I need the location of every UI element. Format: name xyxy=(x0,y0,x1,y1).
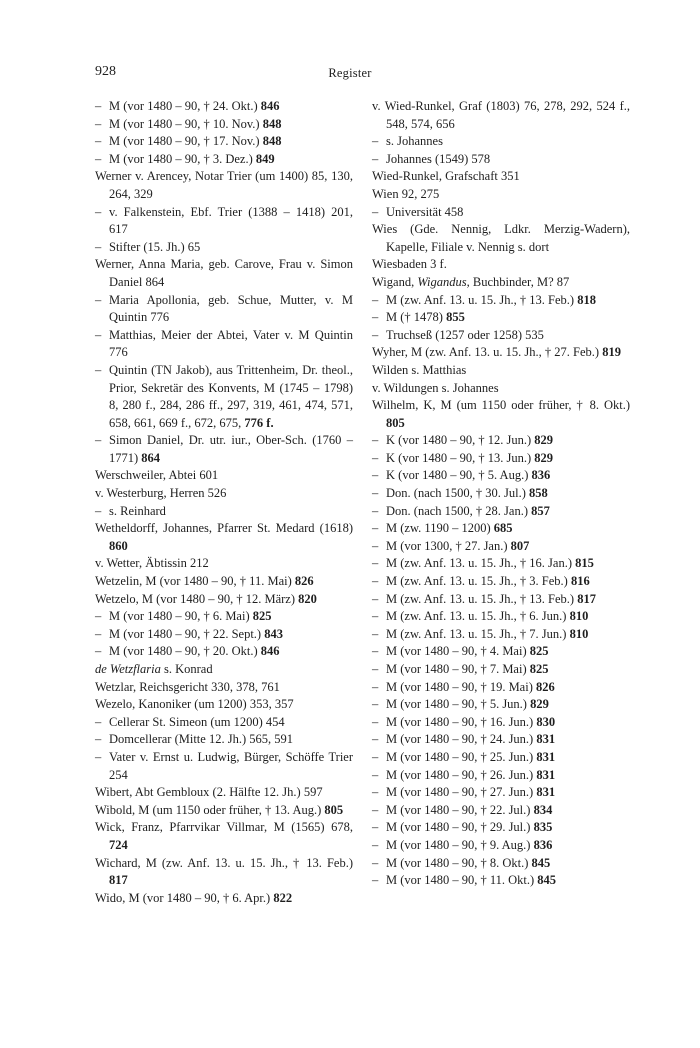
index-subentry xyxy=(95,731,353,749)
entry-text: Wigand, xyxy=(372,274,415,289)
entry-text: M (zw. Anf. 13. u. 15. Jh., † 16. Jan.) xyxy=(386,556,572,571)
entry-text: Werner v. Arencey, Notar Trier (um 1400) 85, 130, 264, 329 xyxy=(95,169,353,201)
index-subentry xyxy=(372,503,630,521)
entry-text: v. Falkenstein, Ebf. Trier (1388 – 1418) 201, 617 xyxy=(109,204,353,237)
entry-text: M (vor 1480 – 90, † 22. Sept.) xyxy=(109,626,262,641)
index-subentry xyxy=(95,327,353,362)
entry-text: M (vor 1480 – 90, † 6. Mai) xyxy=(109,609,250,624)
entry-text: M (vor 1480 – 90, † 7. Mai) xyxy=(386,662,527,676)
page-reference: 831 xyxy=(536,749,556,764)
index-subentry xyxy=(95,608,353,626)
entry-text: v. Westerburg, Herren 526 xyxy=(95,486,227,501)
index-subentry xyxy=(372,467,630,485)
index-subentry xyxy=(95,749,353,784)
entry-text: Wick, Franz, Pfarrvikar Villmar, M (1565) 678, xyxy=(95,820,353,835)
index-subentry xyxy=(95,362,353,432)
page-reference: 860 xyxy=(109,538,128,553)
entry-text: Cellerar St. Simeon (um 1200) 454 xyxy=(109,714,285,729)
entry-text: M (vor 1480 – 90, † 5. Jun.) xyxy=(386,697,527,712)
page-reference: 825 xyxy=(252,609,272,624)
index-subentry xyxy=(95,116,353,134)
page-reference: 857 xyxy=(531,503,550,518)
index-entry xyxy=(372,221,630,256)
entry-text: M (vor 1480 – 90, † 26. Jun.) xyxy=(386,767,534,782)
page-reference: 776 f. xyxy=(244,415,274,430)
entry-text: Johannes (1549) 578 xyxy=(386,151,491,166)
entry-text: M (vor 1480 – 90, † 19. Mai) xyxy=(386,679,533,694)
index-subentry xyxy=(372,626,630,644)
index-subentry xyxy=(372,661,630,679)
index-subentry xyxy=(95,292,353,327)
index-subentry xyxy=(372,591,630,609)
index-subentry xyxy=(372,133,630,151)
entry-text: Matthias, Meier der Abtei, Vater v. M Quintin 776 xyxy=(109,327,353,360)
entry-text: Werschweiler, Abtei 601 xyxy=(95,468,219,483)
page-reference: 849 xyxy=(255,151,275,166)
index-column-left xyxy=(95,98,353,907)
page-reference: 816 xyxy=(570,574,590,589)
page-reference: 819 xyxy=(602,345,621,360)
entry-text: Wies (Gde. Nennig, Ldkr. Merzig-Wadern), Kapelle, Filiale v. Nennig s. dort xyxy=(372,222,630,254)
page-reference: 836 xyxy=(531,468,551,483)
entry-text: s. Reinhard xyxy=(109,503,166,518)
page-reference: 829 xyxy=(530,697,549,712)
index-subentry xyxy=(372,767,630,785)
entry-text: v. Wetter, Äbtissin 212 xyxy=(95,556,209,571)
page-reference: 822 xyxy=(273,890,293,905)
entry-text: s. Konrad xyxy=(163,662,213,676)
page-reference: 826 xyxy=(294,574,314,589)
page-reference: 846 xyxy=(260,99,280,113)
entry-text: Wilden s. Matthias xyxy=(372,362,467,377)
page-reference: 848 xyxy=(262,134,282,149)
italic-term: Wigandus, xyxy=(417,274,470,289)
entry-text: M (vor 1480 – 90, † 9. Aug.) xyxy=(386,837,531,852)
index-entry xyxy=(95,555,353,573)
page-reference: 835 xyxy=(533,820,553,835)
entry-text: Buchbinder, M? 87 xyxy=(472,274,570,289)
entry-text: Wien 92, 275 xyxy=(372,186,440,201)
page-reference: 864 xyxy=(141,450,161,465)
index-subentry xyxy=(372,520,630,538)
entry-text: Wezelo, Kanoniker (um 1200) 353, 357 xyxy=(95,697,294,712)
entry-text: M (zw. Anf. 13. u. 15. Jh., † 3. Feb.) xyxy=(386,574,568,589)
page-reference: 825 xyxy=(529,662,549,676)
index-subentry xyxy=(372,872,630,890)
entry-text: Wiesbaden 3 f. xyxy=(372,257,447,272)
index-subentry xyxy=(372,608,630,626)
entry-text: M (zw. Anf. 13. u. 15. Jh., † 6. Jun.) xyxy=(386,609,567,624)
entry-text: M (vor 1480 – 90, † 24. Jun.) xyxy=(386,732,534,747)
entry-text: M (vor 1480 – 90, † 11. Okt.) xyxy=(386,873,535,888)
entry-text: K (vor 1480 – 90, † 5. Aug.) xyxy=(386,468,529,483)
entry-text: M (vor 1480 – 90, † 8. Okt.) xyxy=(386,855,529,870)
index-entry xyxy=(95,256,353,291)
entry-text: Wibold, M (um 1150 oder früher, † 13. Aug.) xyxy=(95,802,322,817)
page-reference: 817 xyxy=(577,591,596,606)
entry-text: Wichard, M (zw. Anf. 13. u. 15. Jh., † 13. Feb.) xyxy=(95,855,353,870)
page-reference: 810 xyxy=(569,626,589,641)
page-reference: 826 xyxy=(536,679,555,694)
page-reference: 845 xyxy=(537,873,557,888)
entry-text: M (zw. Anf. 13. u. 15. Jh., † 7. Jun.) xyxy=(386,626,567,641)
index-subentry xyxy=(372,784,630,802)
index-subentry xyxy=(372,679,630,697)
entry-text: Wetheldorff, Johannes, Pfarrer St. Medard (1618) xyxy=(95,521,353,536)
entry-text: Wetzelin, M (vor 1480 – 90, † 11. Mai) xyxy=(95,574,292,589)
entry-text: Wied-Runkel, Grafschaft 351 xyxy=(372,169,520,184)
entry-text: M (vor 1480 – 90, † 17. Nov.) xyxy=(109,134,260,149)
index-subentry xyxy=(95,503,353,521)
index-entry xyxy=(95,890,353,908)
index-subentry xyxy=(372,292,630,310)
index-subentry xyxy=(372,819,630,837)
entry-text: Don. (nach 1500, † 28. Jan.) xyxy=(386,503,528,518)
index-entry xyxy=(95,485,353,503)
index-subentry xyxy=(95,133,353,151)
entry-text: M (vor 1480 – 90, † 10. Nov.) xyxy=(109,116,260,131)
entry-text: M (vor 1480 – 90, † 3. Dez.) xyxy=(109,151,253,166)
entry-text: M († 1478) xyxy=(386,310,443,325)
entry-text: Stifter (15. Jh.) 65 xyxy=(109,239,201,254)
index-entry xyxy=(372,168,630,186)
index-subentry xyxy=(372,327,630,345)
index-entry xyxy=(372,98,630,133)
entry-text: Universität 458 xyxy=(386,204,464,219)
index-entry xyxy=(95,855,353,890)
index-subentry xyxy=(372,837,630,855)
index-subentry xyxy=(95,432,353,467)
index-entry xyxy=(95,696,353,714)
page-reference: 805 xyxy=(324,802,344,817)
index-entry xyxy=(95,802,353,820)
entry-text: K (vor 1480 – 90, † 13. Jun.) xyxy=(386,450,532,465)
entry-text: Wetzlar, Reichsgericht 330, 378, 761 xyxy=(95,679,280,694)
index-entry xyxy=(95,819,353,854)
entry-text: Domcellerar (Mitte 12. Jh.) 565, 591 xyxy=(109,732,293,747)
index-subentry xyxy=(372,696,630,714)
page-reference: 805 xyxy=(386,415,405,430)
entry-text: M (zw. Anf. 13. u. 15. Jh., † 13. Feb.) xyxy=(386,292,575,307)
entry-text: Wibert, Abt Gembloux (2. Hälfte 12. Jh.) 597 xyxy=(95,785,323,800)
index-entry xyxy=(95,591,353,609)
entry-text: M (vor 1480 – 90, † 27. Jun.) xyxy=(386,785,534,800)
index-subentry xyxy=(95,239,353,257)
index-subentry xyxy=(372,204,630,222)
page-reference: 831 xyxy=(536,767,556,782)
index-subentry xyxy=(95,714,353,732)
index-entry xyxy=(95,467,353,485)
entry-text: M (vor 1480 – 90, † 22. Jul.) xyxy=(386,802,531,817)
entry-text: M (vor 1480 – 90, † 24. Okt.) xyxy=(109,99,258,113)
entry-text: Wilhelm, K, M (um 1150 oder früher, † 8. Okt.) xyxy=(372,398,630,413)
index-subentry xyxy=(372,555,630,573)
index-subentry xyxy=(372,151,630,169)
index-subentry xyxy=(95,626,353,644)
entry-text: Werner, Anna Maria, geb. Carove, Frau v. Simon Daniel 864 xyxy=(95,257,353,289)
entry-text: Wetzelo, M (vor 1480 – 90, † 12. März) xyxy=(95,591,295,606)
entry-text: v. Wied-Runkel, Graf (1803) 76, 278, 292, 524 f., 548, 574, 656 xyxy=(372,99,630,131)
index-entry xyxy=(95,661,353,679)
page-reference: 855 xyxy=(446,310,465,325)
running-head: Register xyxy=(328,66,372,80)
entry-text: Wido, M (vor 1480 – 90, † 6. Apr.) xyxy=(95,890,271,905)
index-entry xyxy=(95,520,353,555)
entry-text: v. Wildungen s. Johannes xyxy=(372,380,499,395)
index-entry xyxy=(372,362,630,380)
index-entry xyxy=(95,784,353,802)
page-reference: 831 xyxy=(536,732,556,747)
page-reference: 836 xyxy=(533,837,553,852)
page-reference: 818 xyxy=(577,292,596,307)
index-entry xyxy=(372,397,630,432)
entry-text: Maria Apollonia, geb. Schue, Mutter, v. M Quintin 776 xyxy=(109,292,353,325)
page-reference: 815 xyxy=(575,556,594,571)
page-reference: 724 xyxy=(109,837,128,852)
index-entry xyxy=(372,380,630,398)
index-entry xyxy=(95,573,353,591)
page-reference: 807 xyxy=(510,538,530,553)
entry-text: M (vor 1480 – 90, † 29. Jul.) xyxy=(386,820,531,835)
entry-text: Simon Daniel, Dr. utr. iur., Ober-Sch. (1760 – 1771) xyxy=(109,433,353,465)
entry-text: Wyher, M (zw. Anf. 13. u. 15. Jh., † 27. Feb.) xyxy=(372,345,600,360)
index-subentry xyxy=(95,204,353,239)
index-entry xyxy=(372,274,630,292)
entry-text: M (zw. Anf. 13. u. 15. Jh., † 13. Feb.) xyxy=(386,591,575,606)
index-column-right xyxy=(372,98,630,890)
index-entry xyxy=(372,344,630,362)
entry-text: Don. (nach 1500, † 30. Jul.) xyxy=(386,486,526,501)
index-subentry xyxy=(95,98,353,116)
index-subentry xyxy=(372,731,630,749)
page-reference: 825 xyxy=(529,644,549,659)
page-reference: 858 xyxy=(529,486,548,501)
index-subentry xyxy=(372,485,630,503)
page-reference: 831 xyxy=(536,785,556,800)
index-subentry xyxy=(95,151,353,169)
index-subentry xyxy=(372,643,630,661)
page-reference: 846 xyxy=(260,644,280,659)
index-subentry xyxy=(372,432,630,450)
entry-text: s. Johannes xyxy=(386,134,443,149)
page-reference: 820 xyxy=(298,591,317,606)
page-reference: 834 xyxy=(533,802,553,817)
index-entry xyxy=(95,679,353,697)
page-reference: 817 xyxy=(109,873,128,888)
entry-text: M (vor 1480 – 90, † 16. Jun.) xyxy=(386,714,534,729)
entry-text: K (vor 1480 – 90, † 12. Jun.) xyxy=(386,433,532,448)
index-subentry xyxy=(372,714,630,732)
page-reference: 829 xyxy=(534,433,554,448)
index-subentry xyxy=(372,450,630,468)
page-reference: 848 xyxy=(262,116,282,131)
page-reference: 829 xyxy=(534,450,554,465)
index-subentry xyxy=(372,538,630,556)
index-subentry xyxy=(372,855,630,873)
page-number: 928 xyxy=(95,64,116,79)
index-entry xyxy=(372,256,630,274)
index-subentry xyxy=(372,749,630,767)
entry-text: M (zw. 1190 – 1200) xyxy=(386,521,491,536)
index-subentry xyxy=(372,573,630,591)
entry-text: M (vor 1480 – 90, † 4. Mai) xyxy=(386,644,527,659)
index-entry xyxy=(372,186,630,204)
entry-text: M (vor 1480 – 90, † 25. Jun.) xyxy=(386,749,534,764)
index-subentry xyxy=(95,643,353,661)
entry-text: M (vor 1300, † 27. Jan.) xyxy=(386,538,508,553)
page-reference: 685 xyxy=(493,521,513,536)
page-reference: 810 xyxy=(569,609,589,624)
entry-text: M (vor 1480 – 90, † 20. Okt.) xyxy=(109,644,258,659)
entry-text: Quintin (TN Jakob), aus Trittenheim, Dr. theol., Prior, Sekretär des Konvents, M (1745 – 1798) 8, 280 f., 284, 286 ff., 297, 319, 461, 474, 571, 658, 661, 669 f., 672, 675, xyxy=(109,362,353,430)
page-reference: 845 xyxy=(531,855,551,870)
italic-term: de Wetzflaria xyxy=(95,662,161,676)
entry-text: Truchseß (1257 oder 1258) 535 xyxy=(386,327,544,342)
index-entry xyxy=(95,168,353,203)
index-subentry xyxy=(372,309,630,327)
page-reference: 843 xyxy=(264,626,283,641)
page-reference: 830 xyxy=(536,714,556,729)
entry-text: Vater v. Ernst u. Ludwig, Bürger, Schöffe Trier 254 xyxy=(109,749,353,782)
index-subentry xyxy=(372,802,630,820)
